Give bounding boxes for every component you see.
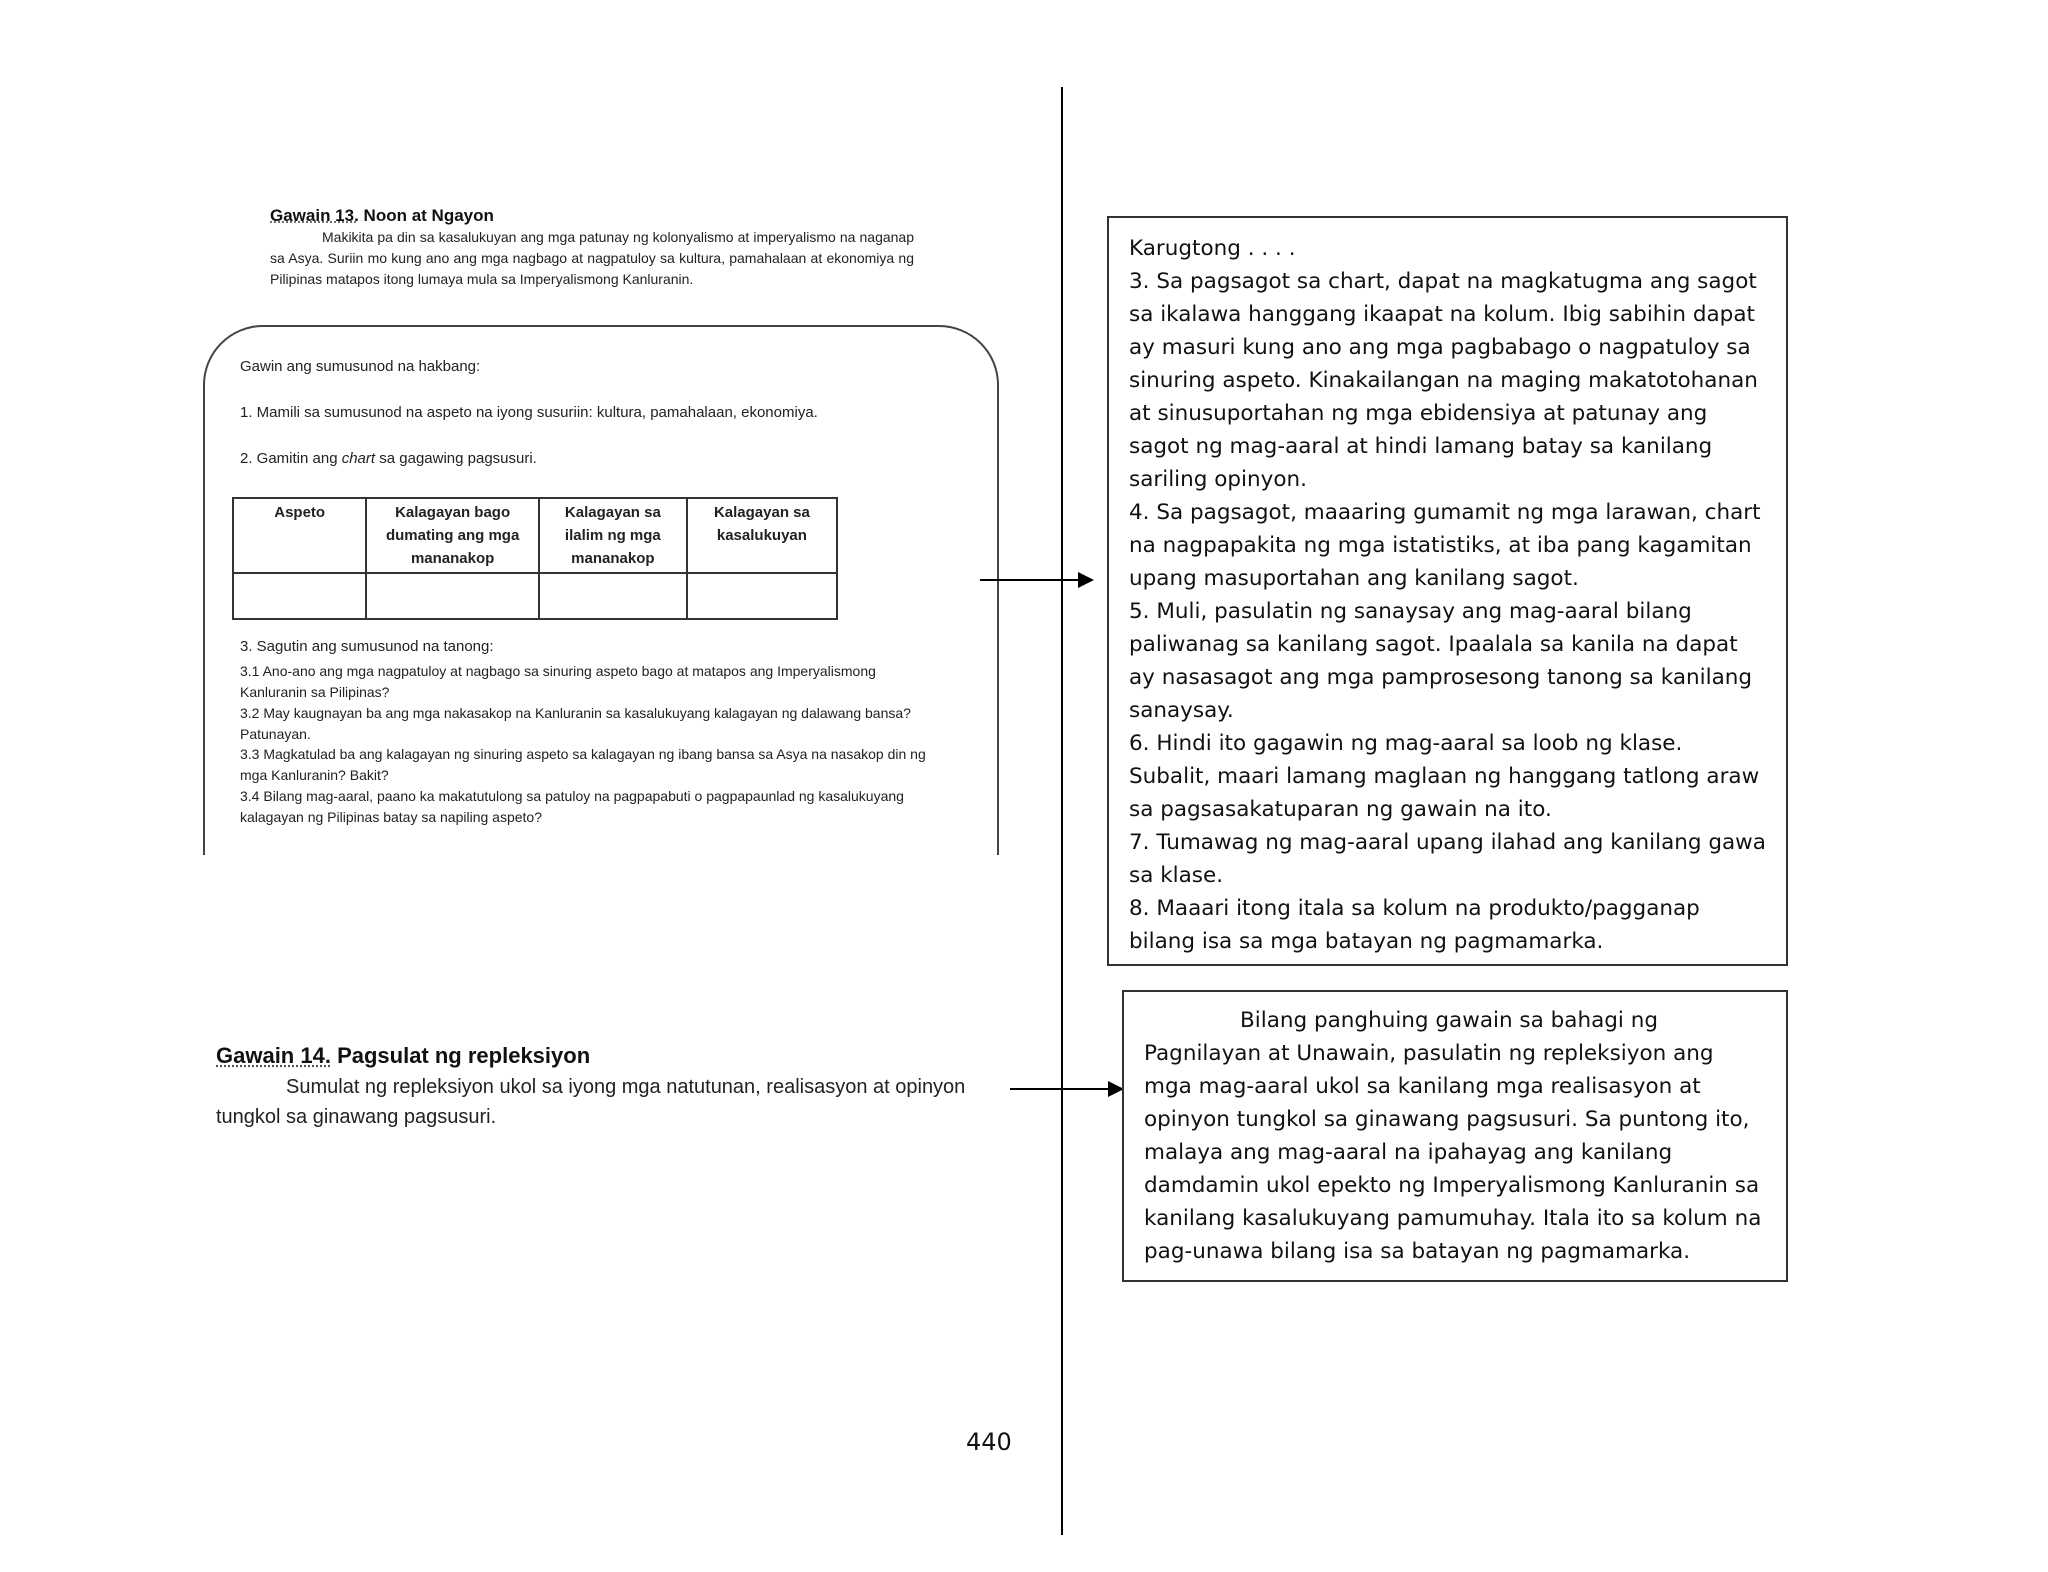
table-header: Kalagayan sa ilalim ng mga mananakop [539,498,687,573]
step-2-post: sa gagawing pagsusuri. [375,450,537,467]
table-header: Kalagayan bago dumating ang mga mananakop [366,498,539,573]
gawain14-body: Sumulat ng repleksiyon ukol sa iyong mga natutunan, realisasyon at opinyon tungkol sa ginawang pagsusuri. [216,1076,966,1128]
note-line: 7. Tumawag ng mag-aaral upang ilahad ang kanilang gawa sa klase. [1129,830,1766,888]
page-divider [1061,87,1063,1535]
page-number: 440 [966,1428,1012,1456]
note-line: 5. Muli, pasulatin ng sanaysay ang mag-aaral bilang paliwanag sa kanilang sagot. Ipaalala sa kanila na dapat ay nasasagot ang mga pamprosesong tanong sa kanilang sanaysay. [1129,599,1753,723]
step-2-pre: 2. Gamitin ang [240,450,342,467]
note-line: 3. Sa pagsagot sa chart, dapat na magkatugma ang sagot sa ikalawa hanggang ikaapat na kolum. Ibig sabihin dapat ay masuri kung ano ang mga pagbabago o nagpatuloy sa sinuring aspeto. Kinakailangan na maging makatotohanan at sinusuportahan ng mga ebidensiya at patunay ang sagot ng mag-aaral at hindi lamang batay sa kanilang sariling opinyon. [1129,269,1758,492]
step-1: 1. Mamili sa sumusunod na aspeto na iyong susuriin: kultura, pamahalaan, ekonomiya. [240,404,818,421]
teacher-notes-box-2 [1122,990,1788,1282]
box-crop [190,856,1020,866]
arrow-right-icon [1078,572,1094,588]
steps-title: Gawin ang sumusunod na hakbang: [240,358,481,375]
gawain13-title [270,206,494,226]
gawain13-title-text: Noon at Ngayon [358,206,494,225]
teacher-notes-box-1 [1107,216,1788,966]
step-2-italic: chart [341,450,376,467]
arrow-line-2 [1010,1088,1110,1090]
note-line: 8. Maaari itong itala sa kolum na produkto/pagganap bilang isa sa mga batayan ng pagmamarka. [1129,896,1700,954]
question-3-3: 3.3 Magkatulad ba ang kalagayan ng sinuring aspeto sa kalagayan ng ibang bansa sa Asya na nasakop din ng mga Kanluranin? Bakit? [240,746,926,783]
note-line: 6. Hindi ito gagawin ng mag-aaral sa loob ng klase. Subalit, maari lamang maglaan ng hanggang tatlong araw sa pagsasakatuparan ng gawain na ito. [1129,731,1760,822]
aspeto-chart-table [232,497,838,620]
step-3: 3. Sagutin ang sumusunod na tanong: [240,638,494,655]
step-2 [240,450,537,467]
table-header: Kalagayan sa kasalukuyan [687,498,837,573]
gawain13-number: Gawain 13. [270,206,359,225]
gawain14-title-text: Pagsulat ng repleksiyon [330,1043,591,1068]
note-line: Karugtong . . . . [1129,236,1296,261]
gawain13-intro: Makikita pa din sa kasalukuyan ang mga patunay ng kolonyalismo at imperyalismo na naganap sa Asya. Suriin mo kung ano ang mga nagbago at nagpatuloy sa kultura, pamahalaan at ekonomiya ng Pilipinas matapos itong lumaya mula sa Imperyalismong Kanluranin. [270,229,914,287]
table-cell [539,573,687,619]
note-line: 4. Sa pagsagot, maaaring gumamit ng mga larawan, chart na nagpapakita ng mga istatistiks, at iba pang kagamitan upang masuportahan ang kanilang sagot. [1129,500,1761,591]
gawain14-number: Gawain 14. [216,1043,331,1068]
note-paragraph: Bilang panghuing gawain sa bahagi ng Pagnilayan at Unawain, pasulatin ng repleksiyon ang mga mag-aaral ukol sa kanilang mga realisasyon at opinyon tungkol sa ginawang pagsusuri. Sa puntong ito, malaya ang mag-aaral na ipahayag ang kanilang damdamin ukol epekto ng Imperyalismong Kanluranin sa kanilang kasalukuyang pamumuhay. Itala ito sa kolum na pag-unawa bilang isa sa batayan ng pagmamarka. [1144,1008,1762,1264]
table-header: Aspeto [233,498,366,573]
table-cell [233,573,366,619]
gawain14-title [216,1043,590,1069]
question-3-1: 3.1 Ano-ano ang mga nagpatuloy at nagbago sa sinuring aspeto bago at matapos ang Imperyalismong Kanluranin sa Pilipinas? [240,663,876,700]
question-3-4: 3.4 Bilang mag-aaral, paano ka makatutulong sa patuloy na pagpapabuti o pagpapaunlad ng kasalukuyang kalagayan ng Pilipinas batay sa napiling aspeto? [240,788,904,825]
table-cell [687,573,837,619]
table-header-row [233,498,837,573]
table-cell [366,573,539,619]
arrow-line-1 [980,579,1080,581]
question-3-2: 3.2 May kaugnayan ba ang mga nakasakop na Kanluranin sa kasalukuyang kalagayan ng dalawang bansa? Patunayan. [240,705,911,742]
table-row [233,573,837,619]
